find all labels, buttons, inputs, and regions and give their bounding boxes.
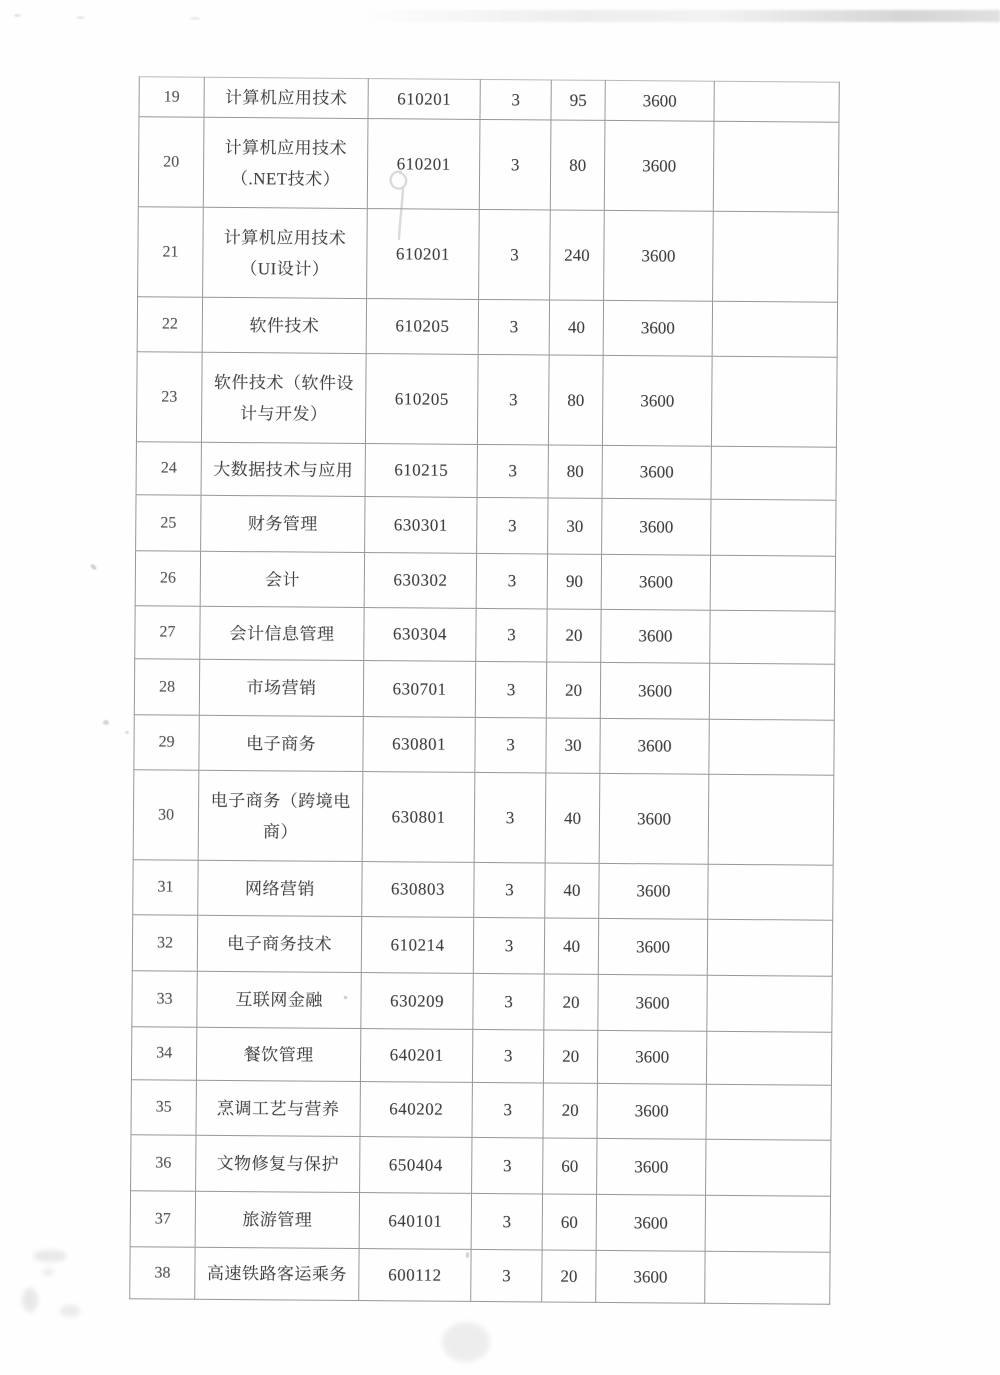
cell-major: 会计 bbox=[200, 551, 364, 607]
table-row bbox=[138, 117, 839, 212]
cell-index: 28 bbox=[134, 659, 199, 716]
cell-count: 60 bbox=[543, 1138, 597, 1194]
scan-smudge bbox=[33, 1250, 67, 1262]
table-row bbox=[131, 1027, 831, 1085]
cell-count: 40 bbox=[545, 773, 600, 863]
cell-major: 互联网金融 bbox=[197, 971, 361, 1028]
cell-major: 旅游管理 bbox=[195, 1191, 359, 1248]
cell-count: 20 bbox=[547, 609, 601, 662]
cell-note bbox=[705, 1195, 830, 1252]
table-row bbox=[133, 770, 834, 865]
cell-index: 35 bbox=[131, 1080, 196, 1136]
cell-note bbox=[708, 774, 834, 865]
cell-years: 3 bbox=[479, 119, 551, 210]
cell-index: 19 bbox=[139, 77, 204, 118]
cell-note bbox=[714, 81, 839, 122]
cell-tuition: 3600 bbox=[602, 445, 711, 499]
cell-years: 3 bbox=[472, 1137, 543, 1194]
cell-index: 25 bbox=[136, 495, 201, 552]
cell-code: 610215 bbox=[365, 444, 477, 498]
cell-note bbox=[713, 211, 839, 302]
cell-code: 630803 bbox=[362, 862, 474, 918]
cell-years: 3 bbox=[478, 299, 549, 355]
cell-tuition: 3600 bbox=[602, 355, 712, 446]
cell-count: 60 bbox=[542, 1194, 596, 1250]
cell-tuition: 3600 bbox=[601, 554, 710, 610]
cell-code: 610201 bbox=[367, 119, 480, 210]
cell-major: 计算机应用技术 （.NET技术） bbox=[203, 117, 368, 208]
scan-smudge bbox=[60, 1305, 80, 1317]
cell-note bbox=[713, 121, 839, 212]
cell-code: 610205 bbox=[366, 299, 478, 355]
cell-index: 38 bbox=[130, 1247, 195, 1300]
cell-index: 36 bbox=[131, 1135, 196, 1192]
scan-speck bbox=[14, 14, 21, 17]
cell-years: 3 bbox=[477, 444, 548, 498]
table-row bbox=[136, 495, 836, 556]
cell-note bbox=[708, 864, 833, 920]
table-row bbox=[132, 971, 832, 1032]
cell-major: 大数据技术与应用 bbox=[201, 442, 365, 496]
cell-code: 610201 bbox=[367, 209, 480, 300]
cell-major: 软件技术 bbox=[202, 297, 366, 353]
cell-major: 电子商务技术 bbox=[197, 915, 361, 972]
cell-tuition: 3600 bbox=[596, 1194, 705, 1251]
table-row bbox=[134, 659, 834, 720]
scan-speck bbox=[190, 17, 200, 20]
cell-major: 计算机应用技术 bbox=[204, 77, 368, 118]
cell-tuition: 3600 bbox=[601, 609, 710, 663]
cell-count: 80 bbox=[550, 120, 605, 210]
cell-years: 3 bbox=[475, 717, 546, 773]
cell-count: 20 bbox=[543, 1083, 597, 1138]
cell-count: 40 bbox=[544, 918, 598, 974]
cell-years: 3 bbox=[472, 1029, 543, 1083]
cell-years: 3 bbox=[471, 1249, 542, 1302]
cell-note bbox=[705, 1251, 830, 1304]
cell-index: 26 bbox=[135, 551, 200, 607]
cell-tuition: 3600 bbox=[604, 210, 714, 301]
cell-note bbox=[706, 1031, 831, 1085]
cell-major: 高速铁路客运乘务 bbox=[195, 1247, 359, 1300]
cell-code: 630801 bbox=[362, 772, 475, 863]
table-row bbox=[131, 1080, 831, 1140]
cell-count: 40 bbox=[549, 300, 603, 355]
cell-years: 3 bbox=[474, 772, 546, 863]
cell-tuition: 3600 bbox=[597, 1030, 706, 1084]
cell-index: 20 bbox=[138, 117, 204, 208]
cell-years: 3 bbox=[477, 354, 549, 445]
cell-index: 33 bbox=[132, 971, 197, 1028]
cell-tuition: 3600 bbox=[604, 120, 714, 211]
table-row bbox=[130, 1191, 830, 1252]
scan-smudge bbox=[442, 1322, 490, 1362]
table-row bbox=[130, 1247, 830, 1304]
cell-count: 240 bbox=[550, 210, 605, 300]
scan-speck bbox=[90, 563, 98, 571]
cell-tuition: 3600 bbox=[602, 498, 711, 555]
cell-tuition: 3600 bbox=[603, 300, 712, 356]
cell-index: 22 bbox=[137, 297, 202, 353]
cell-index: 34 bbox=[131, 1027, 196, 1081]
cell-note bbox=[709, 719, 834, 775]
cell-tuition: 3600 bbox=[605, 80, 714, 121]
cell-tuition: 3600 bbox=[597, 1138, 706, 1195]
cell-years: 3 bbox=[471, 1193, 542, 1250]
cell-count: 80 bbox=[548, 445, 602, 498]
table-row bbox=[138, 207, 839, 302]
enrollment-table bbox=[129, 76, 840, 1304]
scan-speck bbox=[76, 16, 85, 19]
cell-code: 630304 bbox=[364, 608, 476, 662]
cell-note bbox=[706, 1139, 831, 1196]
cell-major: 财务管理 bbox=[201, 495, 365, 552]
scan-smudge bbox=[22, 1288, 38, 1312]
cell-count: 95 bbox=[551, 80, 605, 120]
table-row bbox=[135, 551, 835, 611]
cell-years: 3 bbox=[479, 209, 551, 300]
cell-years: 3 bbox=[474, 862, 545, 918]
cell-major: 网络营销 bbox=[198, 860, 362, 916]
cell-code: 650404 bbox=[360, 1137, 472, 1194]
cell-years: 3 bbox=[475, 661, 546, 718]
cell-index: 23 bbox=[136, 352, 202, 443]
cell-major: 餐饮管理 bbox=[196, 1027, 360, 1081]
table-row bbox=[134, 715, 834, 775]
cell-code: 640101 bbox=[359, 1193, 471, 1250]
table-row bbox=[136, 442, 836, 500]
cell-tuition: 3600 bbox=[599, 863, 708, 919]
cell-index: 27 bbox=[135, 606, 200, 660]
table-row bbox=[137, 297, 837, 357]
table-row bbox=[133, 860, 833, 920]
cell-years: 3 bbox=[476, 553, 547, 609]
scan-speck bbox=[103, 720, 109, 725]
cell-tuition: 3600 bbox=[597, 1083, 706, 1139]
cell-major: 文物修复与保护 bbox=[196, 1135, 360, 1192]
cell-index: 32 bbox=[132, 915, 197, 972]
cell-index: 31 bbox=[133, 860, 198, 916]
cell-years: 3 bbox=[476, 608, 547, 662]
cell-code: 600112 bbox=[359, 1249, 471, 1302]
cell-code: 630302 bbox=[364, 553, 476, 609]
cell-years: 3 bbox=[472, 1082, 543, 1138]
cell-note bbox=[711, 356, 837, 447]
cell-note bbox=[709, 663, 834, 720]
cell-tuition: 3600 bbox=[598, 918, 707, 975]
cell-count: 90 bbox=[547, 554, 601, 609]
cell-tuition: 3600 bbox=[600, 718, 709, 774]
cell-tuition: 3600 bbox=[596, 1250, 705, 1303]
scan-speck bbox=[125, 731, 129, 734]
scan-smudge bbox=[42, 1268, 54, 1276]
table-body bbox=[130, 77, 840, 1304]
cell-code: 610205 bbox=[365, 354, 478, 445]
table-row bbox=[135, 606, 835, 664]
cell-note bbox=[712, 301, 837, 357]
cell-note bbox=[707, 919, 832, 976]
table-row bbox=[139, 77, 839, 122]
cell-code: 610201 bbox=[368, 79, 480, 120]
cell-index: 37 bbox=[130, 1191, 195, 1248]
scan-streak-top bbox=[360, 10, 1000, 22]
cell-tuition: 3600 bbox=[598, 974, 707, 1031]
cell-major: 计算机应用技术 （UI设计） bbox=[203, 207, 368, 298]
cell-count: 20 bbox=[543, 1030, 597, 1083]
cell-code: 610214 bbox=[361, 917, 473, 974]
cell-major: 烹调工艺与营养 bbox=[196, 1080, 360, 1136]
cell-tuition: 3600 bbox=[599, 773, 709, 864]
cell-code: 630801 bbox=[363, 717, 475, 773]
cell-code: 630301 bbox=[365, 497, 477, 554]
cell-count: 40 bbox=[545, 863, 599, 918]
cell-major: 软件技术（软件设 计与开发） bbox=[201, 352, 366, 443]
cell-major: 电子商务 bbox=[199, 715, 363, 771]
cell-count: 20 bbox=[544, 974, 598, 1030]
cell-count: 80 bbox=[548, 355, 603, 445]
cell-note bbox=[711, 446, 836, 500]
cell-count: 30 bbox=[546, 718, 600, 773]
cell-major: 会计信息管理 bbox=[200, 606, 364, 660]
cell-code: 630209 bbox=[361, 973, 473, 1030]
cell-major: 电子商务（跨境电 商） bbox=[198, 770, 363, 861]
cell-index: 30 bbox=[133, 770, 199, 861]
cell-index: 24 bbox=[136, 442, 201, 496]
cell-index: 21 bbox=[138, 207, 204, 298]
cell-count: 30 bbox=[548, 498, 602, 554]
cell-count: 20 bbox=[546, 662, 600, 718]
cell-years: 3 bbox=[473, 973, 544, 1030]
cell-note bbox=[706, 1084, 831, 1140]
table-row bbox=[132, 915, 832, 976]
cell-tuition: 3600 bbox=[600, 662, 709, 719]
cell-years: 3 bbox=[473, 917, 544, 974]
cell-count: 20 bbox=[542, 1250, 596, 1302]
cell-years: 3 bbox=[480, 79, 551, 120]
cell-code: 630701 bbox=[363, 661, 475, 718]
cell-code: 640201 bbox=[360, 1029, 472, 1083]
cell-index: 29 bbox=[134, 715, 199, 771]
cell-note bbox=[710, 610, 835, 664]
cell-note bbox=[711, 499, 836, 556]
cell-note bbox=[707, 975, 832, 1032]
cell-major: 市场营销 bbox=[199, 659, 363, 716]
cell-code: 640202 bbox=[360, 1082, 472, 1138]
table-row bbox=[131, 1135, 831, 1196]
table-row bbox=[136, 352, 837, 447]
cell-note bbox=[710, 555, 835, 611]
cell-years: 3 bbox=[477, 497, 548, 554]
